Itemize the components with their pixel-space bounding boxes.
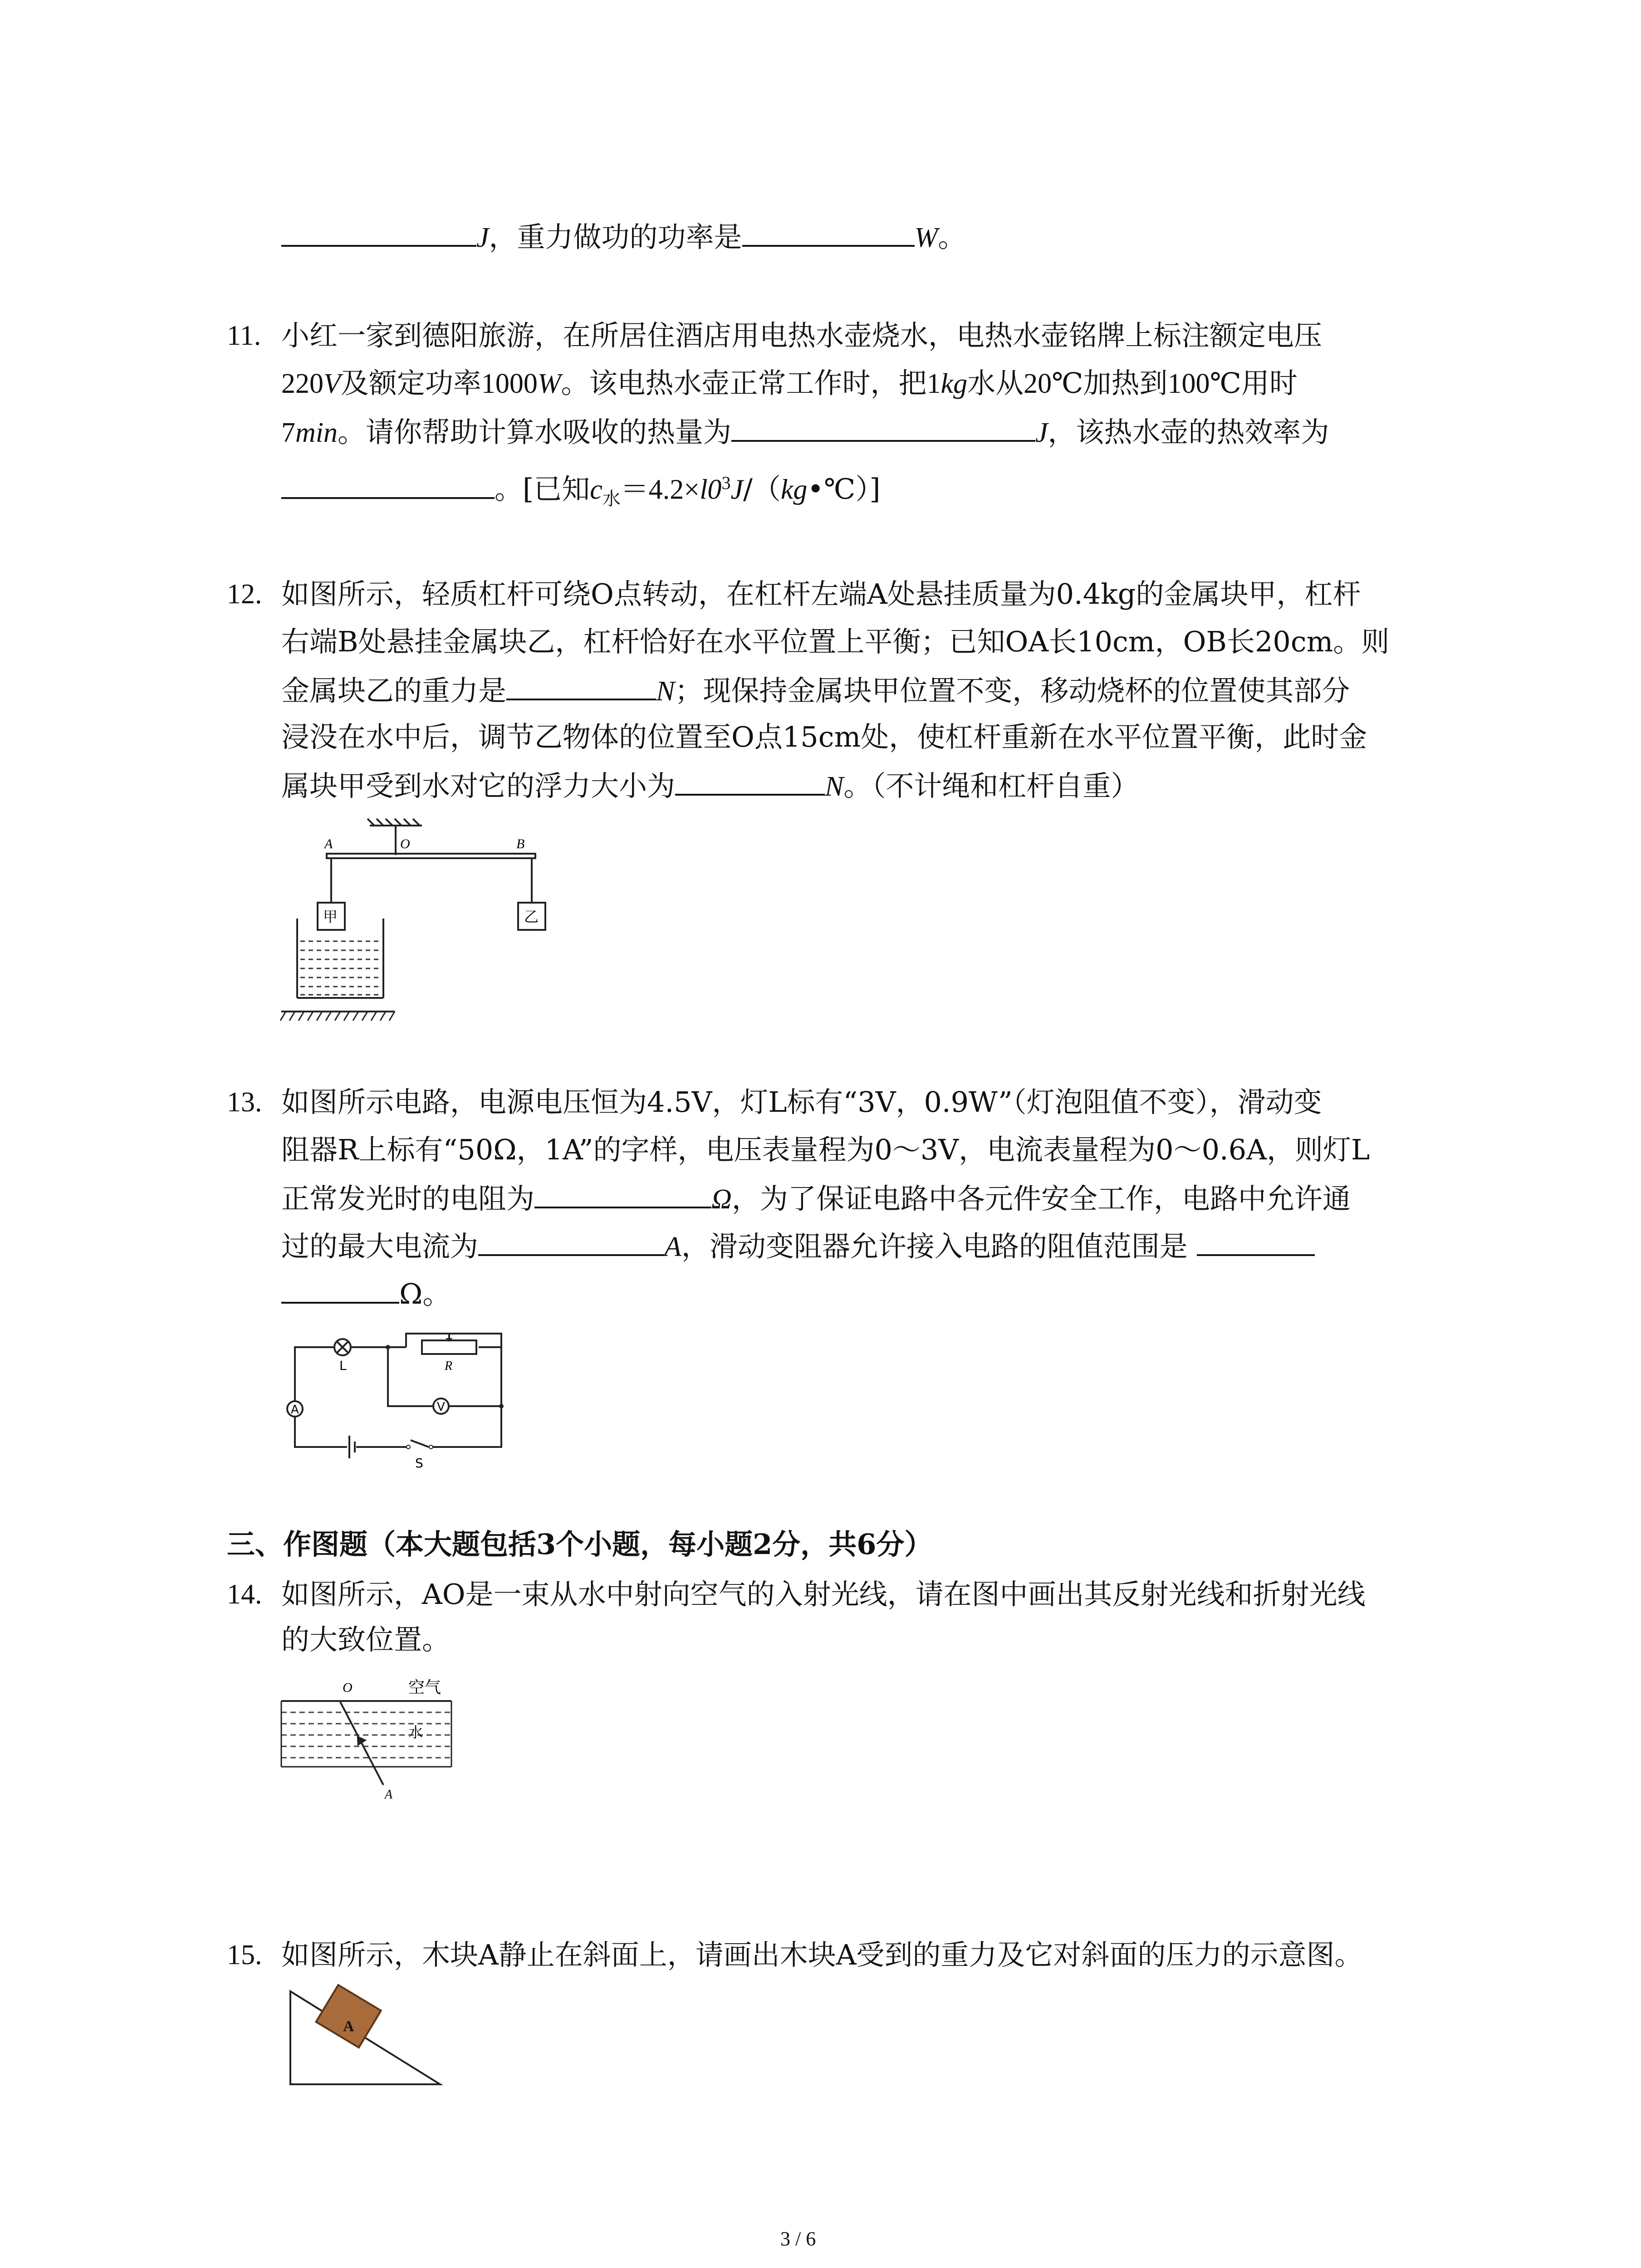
q10-tail: J，重力做功的功率是 W。 xyxy=(281,218,966,256)
q12-line-3: 金属块乙的重力是 N；现保持金属块甲位置不变，移动烧杯的位置使其部分 xyxy=(281,671,1350,709)
label-yi: 乙 xyxy=(524,908,539,925)
refraction-diagram xyxy=(277,1674,467,1801)
answer-blank[interactable] xyxy=(281,1275,399,1304)
question-number: 15. xyxy=(227,1940,262,1970)
label-water: 水 xyxy=(408,1724,423,1741)
q13-line-5: Ω。 xyxy=(281,1275,451,1312)
lever-diagram xyxy=(272,812,554,1030)
q14-line-1: 如图所示，AO是一束从水中射向空气的入射光线，请在图中画出其反射光线和折射光线 xyxy=(281,1578,1366,1611)
answer-blank[interactable] xyxy=(281,218,476,247)
label-B: B xyxy=(516,836,525,851)
incline-diagram xyxy=(281,1978,454,2096)
question-number: 13. xyxy=(227,1087,262,1118)
label-R: R xyxy=(445,1359,453,1373)
answer-blank[interactable] xyxy=(1197,1227,1315,1256)
answer-blank[interactable] xyxy=(281,470,495,499)
question-number: 11. xyxy=(227,320,261,351)
label-air: 空气 xyxy=(408,1678,441,1697)
question-number: 12. xyxy=(227,579,262,610)
q13-line-4: 过的最大电流为 A，滑动变阻器允许接入电路的阻值范围是 xyxy=(281,1227,1315,1265)
q11-line-3: 7min。请你帮助计算水吸收的热量为 J，该热水壶的热效率为 xyxy=(281,413,1329,451)
label-A: A xyxy=(291,1403,299,1417)
label-O: O xyxy=(343,1680,353,1695)
label-O: O xyxy=(400,836,410,851)
answer-blank[interactable] xyxy=(478,1227,664,1256)
answer-blank[interactable] xyxy=(506,671,656,700)
q11-line-1: 小红一家到德阳旅游，在所居住酒店用电热水壶烧水，电热水壶铭牌上标注额定电压 xyxy=(281,319,1323,352)
q11-line-2: 220V及额定功率1000W。该电热水壶正常工作时，把1kg水从20℃加热到100℃用时 xyxy=(281,367,1298,400)
q14-line-2: 的大致位置。 xyxy=(281,1623,451,1656)
circuit-diagram xyxy=(277,1315,513,1488)
q15-line-1: 如图所示，木块A静止在斜面上，请画出木块A受到的重力及它对斜面的压力的示意图。 xyxy=(281,1938,1363,1971)
label-L: L xyxy=(339,1358,347,1373)
answer-blank[interactable] xyxy=(534,1179,711,1208)
answer-blank[interactable] xyxy=(731,413,1035,442)
q12-line-2: 右端B处悬挂金属块乙，杠杆恰好在水平位置上平衡；已知OA长10cm，OB长20cm。则 xyxy=(281,625,1390,658)
q13-line-2: 阻器R上标有“50Ω，1A”的字样，电压表量程为0～3V，电流表量程为0～0.6A，则灯L xyxy=(281,1133,1370,1166)
q13-line-3: 正常发光时的电阻为 Ω，为了保证电路中各元件安全工作，电路中允许通 xyxy=(281,1179,1351,1217)
label-jia: 甲 xyxy=(323,908,338,925)
label-A: A xyxy=(324,836,333,851)
q11-line-4: 。[已知$c_水=4.2\times l0^3J/(kg•℃)$] xyxy=(281,465,881,517)
q12-line-1: 如图所示，轻质杠杆可绕O点转动，在杠杆左端A处悬挂质量为0.4kg的金属块甲，杠杆 xyxy=(281,577,1361,611)
q12-line-4: 浸没在水中后，调节乙物体的位置至O点15cm处，使杠杆重新在水平位置平衡，此时金 xyxy=(281,720,1367,753)
label-V: V xyxy=(437,1400,445,1414)
page-number: 3 / 6 xyxy=(780,2228,816,2250)
section-title: 三、作图题（本大题包括3个小题，每小题2分，共6分） xyxy=(227,1528,933,1561)
label-A: A xyxy=(385,1788,393,1801)
q12-line-5: 属块甲受到水对它的浮力大小为 N。（不计绳和杠杆自重） xyxy=(281,767,1139,805)
answer-blank[interactable] xyxy=(742,218,915,247)
label-S: S xyxy=(415,1456,423,1471)
block-A-label: A xyxy=(343,2018,354,2035)
q13-line-1: 如图所示电路，电源电压恒为4.5V，灯L标有“3V，0.9W”（灯泡阻值不变），滑动变 xyxy=(281,1085,1322,1119)
question-number: 14. xyxy=(227,1579,262,1610)
answer-blank[interactable] xyxy=(675,767,825,796)
